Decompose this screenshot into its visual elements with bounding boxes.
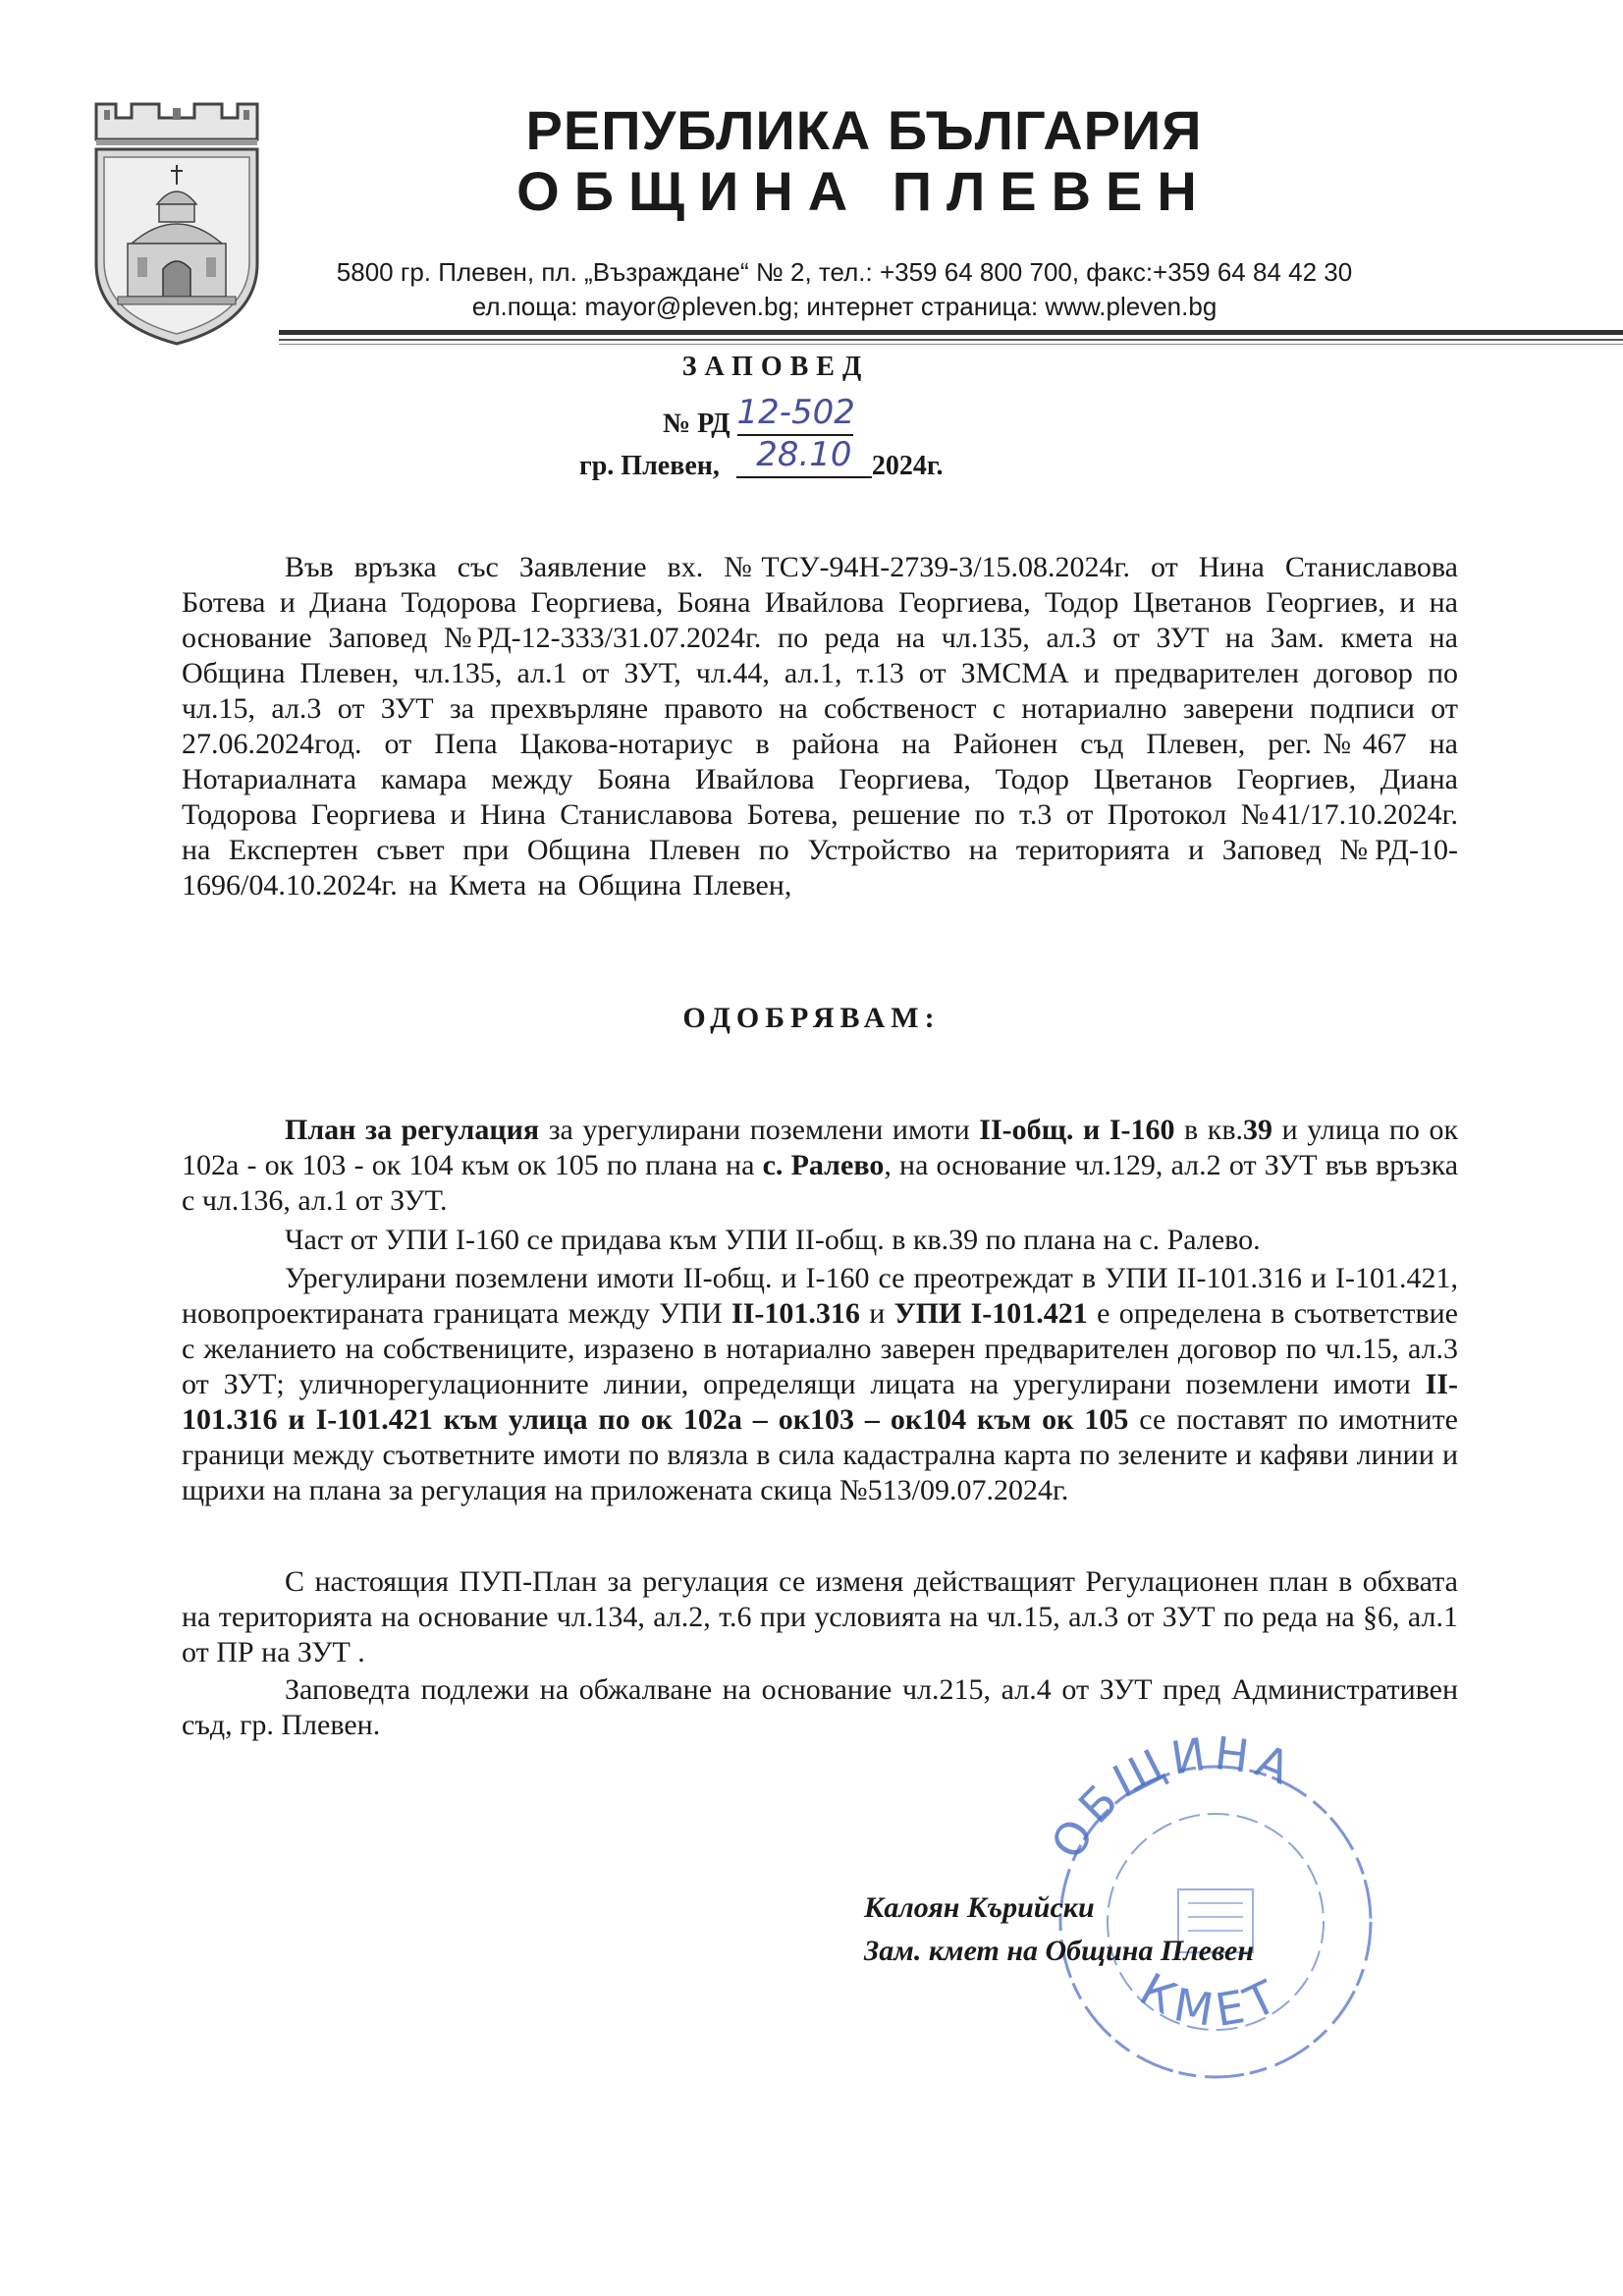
- order-title: ЗАПОВЕД: [681, 352, 870, 382]
- order-number-blank: [736, 393, 855, 436]
- paragraph-plan-bold-4: с. Ралево: [762, 1149, 885, 1181]
- order-number-prefix: № РД: [663, 409, 730, 439]
- order-year: 2024г.: [871, 451, 944, 481]
- paragraph-plan: [182, 1113, 1458, 1219]
- signatory-name: Калоян Кърийски: [864, 1891, 1095, 1924]
- svg-text:КМЕТ: [1131, 1962, 1291, 2038]
- paragraph-plan-bold-1: План за регулация: [285, 1114, 540, 1146]
- svg-text:ОБЩИНА: [1041, 1726, 1303, 1868]
- paragraph-plan-text-4: , на основание чл.129, ал.2 от ЗУТ във връзка с чл.136, ал.1 от ЗУТ.: [182, 1149, 1459, 1217]
- letterhead-divider: [279, 330, 1623, 335]
- paragraph-appeal: Заповедта подлежи на обжалване на основание чл.215, ал.4 от ЗУТ пред Административен съд, гр. Плевен.: [182, 1673, 1458, 1741]
- approve-heading: ОДОБРЯВАМ:: [682, 1002, 941, 1034]
- letterhead-divider-thin: [279, 339, 1623, 341]
- letterhead-title-country: РЕПУБЛИКА БЪЛГАРИЯ: [525, 99, 1203, 161]
- pleven-coat-of-arms: [88, 96, 265, 350]
- stamp-text-bottom: КМЕТ: [1131, 1962, 1292, 2039]
- letterhead-title-municipality: ОБЩИНА ПЛЕВЕН: [516, 160, 1212, 222]
- paragraph-part-transfer: Част от УПИ I-160 се придава към УПИ II-общ. в кв.39 по плана на с. Ралево.: [285, 1224, 1261, 1256]
- paragraph-reassignment-text-1: Урегулирани поземлени имоти II-общ. и I-160 се преотреждат в УПИ II-101.316 и I-101.421, новопроектираната границата между УПИ: [182, 1262, 1458, 1330]
- paragraph-plan-bold-2: II-общ. и I-160: [979, 1114, 1175, 1146]
- paragraph-plan-text-3: и улица по ок 102а - ок 103 - ок 104 към ок 105 по плана на: [182, 1114, 1459, 1181]
- letterhead-divider-hairline: [279, 344, 1623, 345]
- paragraph-reassignment-bold-3: II-101.316 и I-101.421 към улица по ок 102а – ок103 – ок104 към ок 105: [182, 1368, 1458, 1436]
- stamp-text-top: ОБЩИНА: [1040, 1725, 1303, 1868]
- order-date-handwritten: 28.10: [756, 435, 852, 474]
- intro-paragraph: Във връзка със Заявление вх. №ТСУ-94Н-2739-3/15.08.2024г. от Нина Станиславова Ботева и Диана Тодорова Георгиева, Бояна Ивайлова Георгиева, Тодор Цветанов Георгиев, и на основание Заповед №РД-12-333/31.07.2024г. по реда на чл.135, ал.3 от ЗУТ на Зам. кмета на Община Плевен, чл.135, ал.1 от ЗУТ, чл.44, ал.1, т.13 от ЗМСМА и предварителен договор по чл.15, ал.3 от ЗУТ за прехвърляне правото на собственост с нотариално заверени подписи от 27.06.2024год. от Пепа Цакова-нотариус в района на Районен съд Плевен, рег.№467 на Нотариалната камара между Бояна Ивайлова Георгиева, Тодор Цветанов Георгиев, Диана Тодорова Георгиева и Нина Станиславова Ботева, решение по т.3 от Протокол №41/17.10.2024г. на Експертен съвет при Община Плевен по Устройство на територията и Заповед №РД-10-1696/04.10.2024г. на Кмета на Община Плевен,: [182, 551, 1458, 902]
- order-place: гр. Плевен,: [579, 451, 720, 481]
- paragraph-reassignment-text-2: и: [859, 1297, 894, 1330]
- paragraph-plan-text-1: за урегулирани поземлени имоти: [539, 1114, 980, 1146]
- order-date-blank: [736, 435, 872, 478]
- paragraph-reassignment-text-3: е определена в съответствие с желанието на собствениците, изразено в нотариално заверен предварителен договор по чл.15, ал.3 от ЗУТ; уличнорегулационните линии, определящи лицата на урегулирани поземлени имоти: [182, 1297, 1458, 1400]
- paragraph-reassignment: [182, 1261, 1458, 1508]
- paragraph-plan-change: С настоящия ПУП-План за регулация се изменя действащият Регулационен план в обхвата на територията на основание чл.134, ал.2, т.6 при условията на чл.15, ал.3 от ЗУТ по реда на §6, ал.1 от ПР на ЗУТ .: [182, 1565, 1458, 1668]
- paragraph-plan-bold-3: 39: [1243, 1114, 1273, 1146]
- signatory-position: Зам. кмет на Община Плевен: [864, 1935, 1255, 1967]
- letterhead-address: 5800 гр. Плевен, пл. „Възраждане“ № 2, тел.: +359 64 800 700, факс:+359 64 84 42 30: [336, 257, 1353, 287]
- paragraph-plan-text-2: в кв.: [1174, 1114, 1244, 1146]
- order-number-handwritten: 12-502: [736, 393, 855, 432]
- paragraph-reassignment-text-4: се поставят по имотните граници между съответните имоти по влязла в сила кадастрална карта по зелените и кафяви линии и щрихи на плана за регулация на приложената скица №513/09.07.2024г.: [182, 1403, 1458, 1506]
- letterhead-contacts: ел.поща: mayor@pleven.bg; интернет страница: www.pleven.bg: [471, 292, 1217, 321]
- paragraph-reassignment-bold-1: II-101.316: [731, 1297, 860, 1330]
- paragraph-reassignment-bold-2: УПИ I-101.421: [893, 1297, 1088, 1330]
- order-date-line: [579, 435, 944, 482]
